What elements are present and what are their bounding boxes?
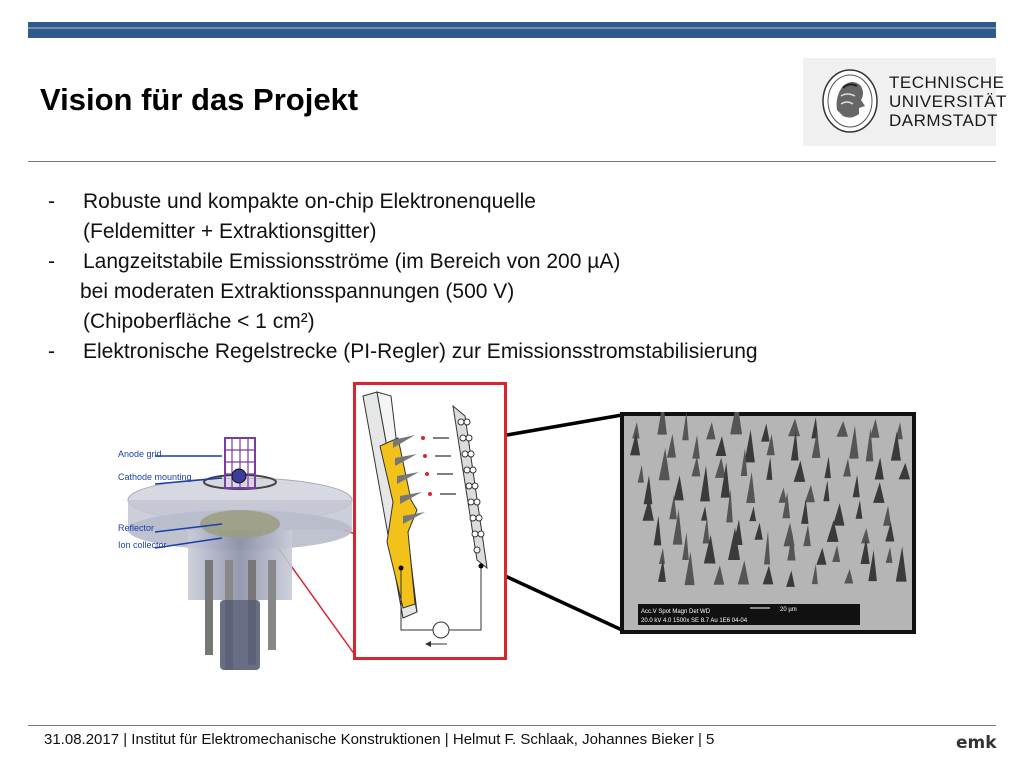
sensor-label: Anode grid bbox=[118, 449, 162, 459]
bullet-dash: - bbox=[48, 340, 55, 363]
chip-schematic-drawing bbox=[353, 382, 507, 660]
logo-line: UNIVERSITÄT bbox=[889, 92, 1007, 111]
sem-info-header: Acc.V Spot Magn Det WD bbox=[641, 609, 711, 615]
bullet-text: Langzeitstabile Emissionsströme (im Bereich von 200 µA) bbox=[83, 250, 621, 273]
sensor-cross-section-figure bbox=[110, 420, 355, 683]
title-divider bbox=[28, 161, 996, 162]
header-bar bbox=[28, 22, 996, 38]
bullet-text: Elektronische Regelstrecke (PI-Regler) zur Emissionsstromstabilisierung bbox=[83, 340, 758, 363]
tu-darmstadt-logo bbox=[803, 58, 1007, 146]
slide-title: Vision für das Projekt bbox=[40, 82, 359, 117]
bullet-text: bei moderaten Extraktionsspannungen (500 V) bbox=[80, 280, 515, 303]
footer-divider bbox=[28, 725, 996, 726]
logo-line: TECHNISCHE bbox=[889, 73, 1005, 92]
bullet-text: (Feldemitter + Extraktionsgitter) bbox=[83, 220, 377, 243]
sensor-label: Reflector bbox=[118, 523, 155, 533]
footer-text: 31.08.2017 | Institut für Elektromechanische Konstruktionen | Helmut F. Schlaak, Johannes Bieker | 5 bbox=[44, 731, 715, 748]
bullet-dash: - bbox=[48, 190, 55, 213]
sem-micrograph-figure bbox=[620, 412, 916, 639]
athena-seal-icon bbox=[819, 66, 881, 136]
bullet-text: (Chipoberfläche < 1 cm²) bbox=[83, 310, 315, 333]
sensor-drawing bbox=[110, 420, 355, 678]
emk-logo-text: emk bbox=[956, 733, 997, 753]
logo-line: DARMSTADT bbox=[889, 111, 999, 130]
sem-image bbox=[620, 412, 916, 634]
sem-scale-label: 20 µm bbox=[780, 607, 797, 613]
sensor-label: Cathode mounting bbox=[118, 472, 192, 482]
sensor-label: Ion collector bbox=[118, 540, 167, 550]
bullet-dash: - bbox=[48, 250, 55, 273]
bullet-text: Robuste und kompakte on-chip Elektronenquelle bbox=[83, 190, 536, 213]
chip-schematic-figure bbox=[353, 382, 507, 665]
header-bar-stripe bbox=[28, 27, 996, 29]
emk-logo-icon bbox=[955, 731, 997, 753]
tu-darmstadt-wordmark bbox=[889, 73, 1007, 130]
sem-info-values: 20.0 kV 4.0 1500x SE 8.7 Au 1E6 04-04 bbox=[641, 618, 748, 624]
